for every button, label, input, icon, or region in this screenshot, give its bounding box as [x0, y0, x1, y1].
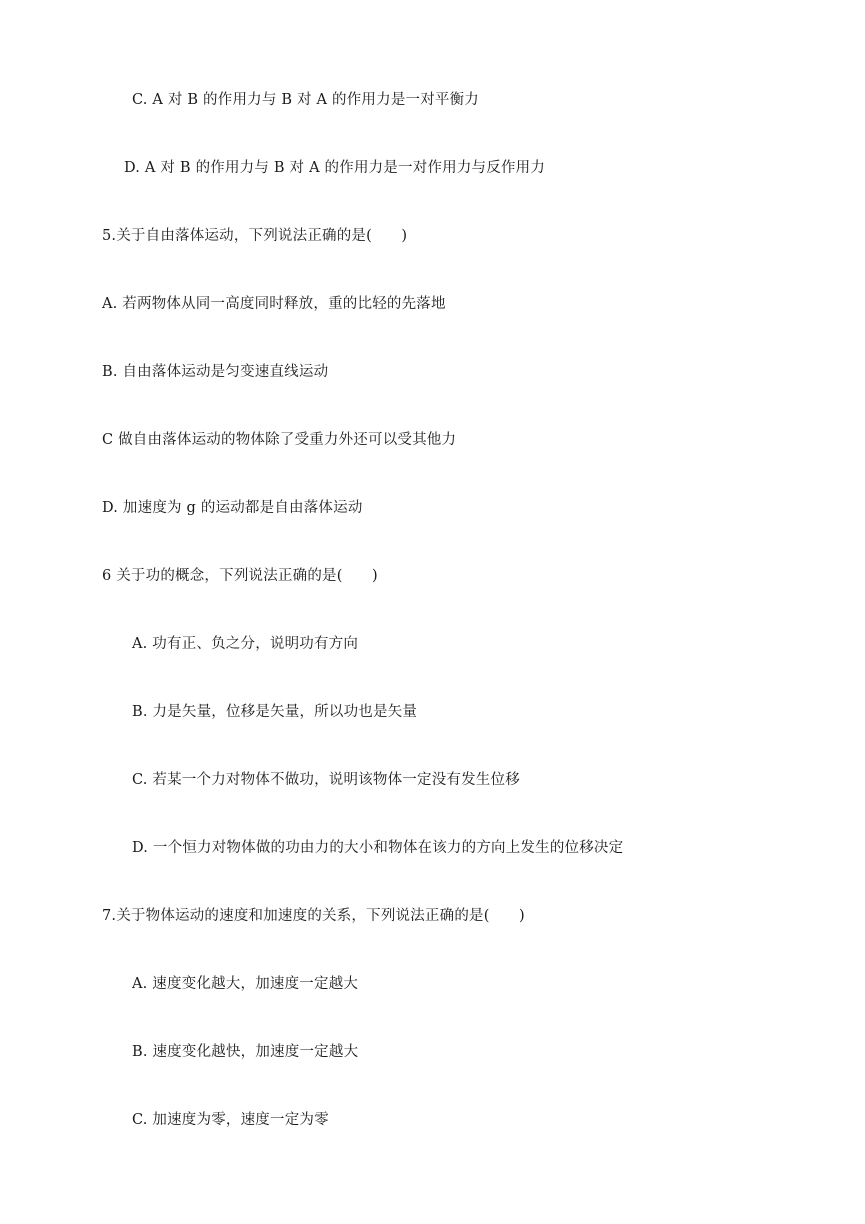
q5-option-a: A. 若两物体从同一高度同时释放，重的比轻的先落地 — [102, 296, 446, 312]
q5-stem: 5.关于自由落体运动，下列说法正确的是( ) — [102, 228, 408, 244]
q6-stem: 6 关于功的概念，下列说法正确的是( ) — [102, 568, 378, 584]
q6-option-c: C. 若某一个力对物体不做功，说明该物体一定没有发生位移 — [132, 772, 520, 788]
q4-option-d: D. A 对 B 的作用力与 B 对 A 的作用力是一对作用力与反作用力 — [124, 160, 546, 176]
q6-option-d: D. 一个恒力对物体做的功由力的大小和物体在该力的方向上发生的位移决定 — [132, 840, 624, 856]
q4-option-c: C. A 对 B 的作用力与 B 对 A 的作用力是一对平衡力 — [132, 92, 480, 108]
q7-stem: 7.关于物体运动的速度和加速度的关系，下列说法正确的是( ) — [102, 908, 525, 924]
q6-option-b: B. 力是矢量，位移是矢量，所以功也是矢量 — [132, 704, 418, 720]
q5-option-c: C 做自由落体运动的物体除了受重力外还可以受其他力 — [102, 432, 457, 448]
q5-option-d: D. 加速度为 g 的运动都是自由落体运动 — [102, 500, 363, 516]
q7-option-b: B. 速度变化越快，加速度一定越大 — [132, 1044, 359, 1060]
q5-option-b: B. 自由落体运动是匀变速直线运动 — [102, 364, 329, 380]
q6-option-a: A. 功有正、负之分，说明功有方向 — [132, 636, 359, 652]
q7-option-c: C. 加速度为零，速度一定为零 — [132, 1112, 329, 1128]
q7-option-a: A. 速度变化越大，加速度一定越大 — [132, 976, 359, 992]
